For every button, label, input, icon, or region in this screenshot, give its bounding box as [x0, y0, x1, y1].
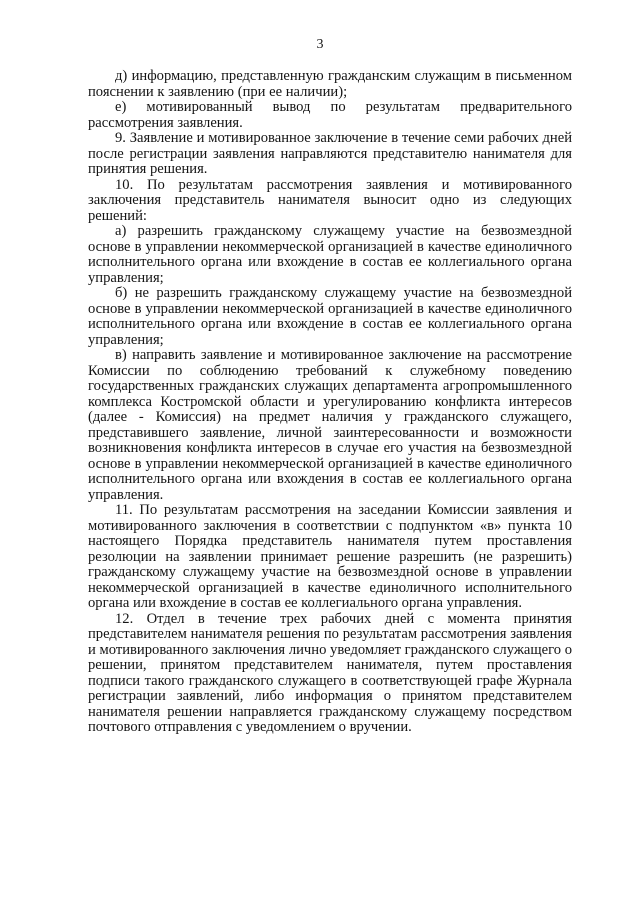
paragraph-9: 9. Заявление и мотивированное заключение в течение семи рабочих дней после регистрации заявления направляются представителю нанимателя для принятия решения.	[88, 130, 572, 177]
paragraph-10-b: б) не разрешить гражданскому служащему участие на безвозмездной основе в управлении некоммерческой организацией в качестве единоличного исполнительного органа или вхождение в состав ее коллегиального органа управления;	[88, 285, 572, 348]
page-number: 3	[316, 37, 324, 52]
paragraph-d-information: д) информацию, представленную гражданским служащим в письменном пояснении к заявлению (при ее наличии);	[88, 68, 572, 100]
paragraph-10-a: а) разрешить гражданскому служащему участие на безвозмездной основе в управлении некоммерческой организацией в качестве единоличного исполнительного органа или вхождение в состав ее коллегиального органа управления;	[88, 223, 572, 286]
paragraph-10: 10. По результатам рассмотрения заявления и мотивированного заключения представитель нанимателя выносит одно из следующих решений:	[88, 176, 572, 224]
paragraph-12: 12. Отдел в течение трех рабочих дней с момента принятия представителем нанимателя решения по результатам рассмотрения заявления и мотивированного заключения лично уведомляет гражданского служащего о решении, принятом представителем нанимателя, путем проставления подписи такого гражданского служащего в соответствующей графе Журнала регистрации заявлений, либо информация о принятом представителем нанимателя решении направляется гражданскому служащему посредством почтового отправления с уведомлением о вручении.	[88, 610, 572, 735]
paragraph-10-v: в) направить заявление и мотивированное заключение на рассмотрение Комиссии по соблюдению требований к служебному поведению государственных гражданских служащих департамента агропромышленного комплекса Костромской области и урегулированию конфликта интересов (далее - Комиссия) на предмет наличия у гражданского служащего, представившего заявление, личной заинтересованности и возможности возникновения конфликта интересов в случае его участия на безвозмездной основе в управлении некоммерческой организацией в качестве единоличного исполнительного органа или вхождения в состав ее коллегиального органа управления.	[88, 347, 572, 503]
document-body	[88, 69, 572, 736]
paragraph-e-conclusion: е) мотивированный вывод по результатам предварительного рассмотрения заявления.	[88, 99, 572, 131]
paragraph-11: 11. По результатам рассмотрения на заседании Комиссии заявления и мотивированного заключения в соответствии с подпунктом «в» пункта 10 настоящего Порядка представитель нанимателя путем проставления резолюции на заявлении принимает решение разрешить (не разрешить) гражданскому служащему участие на безвозмездной основе в управлении некоммерческой организацией в качестве единоличного исполнительного органа или вхождение в состав ее коллегиального органа управления.	[88, 502, 572, 611]
